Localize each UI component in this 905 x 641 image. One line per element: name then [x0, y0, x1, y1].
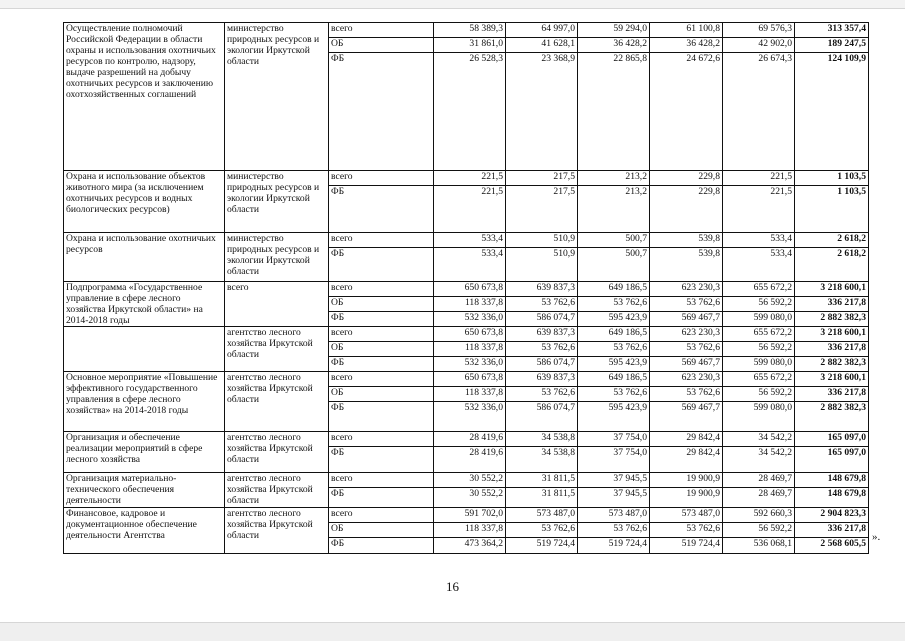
year-amount-cell: 61 100,8: [650, 23, 723, 38]
year-amount-cell: 53 762,6: [578, 523, 650, 538]
year-amount-cell: 37 945,5: [578, 488, 650, 508]
year-amount-cell: 34 538,8: [506, 447, 578, 473]
total-amount-cell: 165 097,0: [795, 432, 869, 447]
year-amount-cell: 53 762,6: [650, 387, 723, 402]
funding-source-cell: ФБ: [329, 53, 434, 171]
year-amount-cell: 41 628,1: [506, 38, 578, 53]
year-amount-cell: 510,9: [506, 248, 578, 282]
year-amount-cell: 53 762,6: [506, 387, 578, 402]
year-amount-cell: 42 902,0: [723, 38, 795, 53]
funding-source-cell: ФБ: [329, 538, 434, 554]
year-amount-cell: 592 660,3: [723, 508, 795, 523]
year-amount-cell: 221,5: [434, 171, 506, 186]
table-body: [64, 23, 869, 554]
year-amount-cell: 595 423,9: [578, 402, 650, 432]
total-amount-cell: 2 882 382,3: [795, 312, 869, 327]
year-amount-cell: 22 865,8: [578, 53, 650, 171]
year-amount-cell: 649 186,5: [578, 282, 650, 297]
funding-source-cell: всего: [329, 508, 434, 523]
year-amount-cell: 655 672,2: [723, 282, 795, 297]
year-amount-cell: 53 762,6: [506, 297, 578, 312]
funding-source-cell: всего: [329, 327, 434, 342]
page-top-edge: [0, 0, 905, 9]
year-amount-cell: 473 364,2: [434, 538, 506, 554]
activity-name-cell: Организация материально-технического обеспечения деятельности: [64, 473, 225, 508]
year-amount-cell: 586 074,7: [506, 402, 578, 432]
year-amount-cell: 56 592,2: [723, 342, 795, 357]
year-amount-cell: 533,4: [723, 233, 795, 248]
year-amount-cell: 591 702,0: [434, 508, 506, 523]
year-amount-cell: 53 762,6: [578, 387, 650, 402]
year-amount-cell: 26 674,3: [723, 53, 795, 171]
total-amount-cell: 1 103,5: [795, 171, 869, 186]
year-amount-cell: 58 389,3: [434, 23, 506, 38]
total-amount-cell: 336 217,8: [795, 297, 869, 312]
year-amount-cell: 36 428,2: [650, 38, 723, 53]
total-amount-cell: 189 247,5: [795, 38, 869, 53]
total-amount-cell: 336 217,8: [795, 342, 869, 357]
executor-cell: агентство лесного хозяйства Иркутской области: [225, 508, 329, 554]
year-amount-cell: 573 487,0: [650, 508, 723, 523]
funding-source-cell: ФБ: [329, 312, 434, 327]
funding-source-cell: ФБ: [329, 488, 434, 508]
year-amount-cell: 31 811,5: [506, 473, 578, 488]
year-amount-cell: 29 842,4: [650, 447, 723, 473]
year-amount-cell: 573 487,0: [506, 508, 578, 523]
total-amount-cell: 2 882 382,3: [795, 357, 869, 372]
executor-cell: министерство природных ресурсов и экологии Иркутской области: [225, 171, 329, 233]
year-amount-cell: 569 467,7: [650, 357, 723, 372]
activity-name-cell: Охрана и использование объектов животного мира (за исключением охотничьих ресурсов и водных биологических ресурсов): [64, 171, 225, 233]
year-amount-cell: 118 337,8: [434, 342, 506, 357]
table-row: [64, 23, 869, 38]
year-amount-cell: 31 811,5: [506, 488, 578, 508]
page-bottom-edge: [0, 622, 905, 641]
total-amount-cell: 3 218 600,1: [795, 327, 869, 342]
total-amount-cell: 336 217,8: [795, 523, 869, 538]
funding-source-cell: ФБ: [329, 402, 434, 432]
year-amount-cell: 118 337,8: [434, 297, 506, 312]
activity-name-cell: Подпрограмма «Государственное управление в сфере лесного хозяйства Иркутской области» на 2014-2018 годы: [64, 282, 225, 327]
executor-cell: министерство природных ресурсов и экологии Иркутской области: [225, 23, 329, 171]
year-amount-cell: 34 542,2: [723, 432, 795, 447]
year-amount-cell: 569 467,7: [650, 402, 723, 432]
funding-source-cell: ФБ: [329, 248, 434, 282]
total-amount-cell: 2 904 823,3: [795, 508, 869, 523]
year-amount-cell: 34 538,8: [506, 432, 578, 447]
year-amount-cell: 649 186,5: [578, 327, 650, 342]
year-amount-cell: 24 672,6: [650, 53, 723, 171]
funding-source-cell: ОБ: [329, 387, 434, 402]
year-amount-cell: 19 900,9: [650, 488, 723, 508]
year-amount-cell: 533,4: [434, 233, 506, 248]
year-amount-cell: 56 592,2: [723, 523, 795, 538]
year-amount-cell: 623 230,3: [650, 282, 723, 297]
total-amount-cell: 124 109,9: [795, 53, 869, 171]
year-amount-cell: 532 336,0: [434, 402, 506, 432]
year-amount-cell: 53 762,6: [650, 523, 723, 538]
funding-source-cell: всего: [329, 23, 434, 38]
year-amount-cell: 595 423,9: [578, 312, 650, 327]
year-amount-cell: 650 673,8: [434, 372, 506, 387]
year-amount-cell: 639 837,3: [506, 372, 578, 387]
year-amount-cell: 30 552,2: [434, 488, 506, 508]
year-amount-cell: 650 673,8: [434, 282, 506, 297]
year-amount-cell: 599 080,0: [723, 357, 795, 372]
year-amount-cell: 586 074,7: [506, 312, 578, 327]
year-amount-cell: 37 754,0: [578, 447, 650, 473]
funding-source-cell: ФБ: [329, 186, 434, 233]
year-amount-cell: 510,9: [506, 233, 578, 248]
year-amount-cell: 30 552,2: [434, 473, 506, 488]
year-amount-cell: 53 762,6: [506, 342, 578, 357]
year-amount-cell: 573 487,0: [578, 508, 650, 523]
table-row: [64, 508, 869, 523]
year-amount-cell: 118 337,8: [434, 387, 506, 402]
total-amount-cell: 313 357,4: [795, 23, 869, 38]
total-amount-cell: 165 097,0: [795, 447, 869, 473]
year-amount-cell: 650 673,8: [434, 327, 506, 342]
funding-source-cell: всего: [329, 282, 434, 297]
activity-name-cell: Основное мероприятие «Повышение эффективного государственного управления в сфере лесного хозяйства» на 2014-2018 годы: [64, 372, 225, 432]
activity-name-cell: Осуществление полномочий Российской Федерации в области охраны и использования охотничьих ресурсов по контролю, надзору, выдаче разрешений на добычу охотничьих ресурсов и заключению охотхозяйственных соглашений: [64, 23, 225, 171]
year-amount-cell: 213,2: [578, 186, 650, 233]
funding-source-cell: ОБ: [329, 342, 434, 357]
funding-source-cell: всего: [329, 171, 434, 186]
year-amount-cell: 532 336,0: [434, 357, 506, 372]
year-amount-cell: 599 080,0: [723, 312, 795, 327]
year-amount-cell: 599 080,0: [723, 402, 795, 432]
year-amount-cell: 28 469,7: [723, 488, 795, 508]
year-amount-cell: 31 861,0: [434, 38, 506, 53]
total-amount-cell: 1 103,5: [795, 186, 869, 233]
activity-name-cell: Организация и обеспечение реализации мероприятий в сфере лесного хозяйства: [64, 432, 225, 473]
funding-source-cell: ФБ: [329, 357, 434, 372]
year-amount-cell: 221,5: [434, 186, 506, 233]
year-amount-cell: 500,7: [578, 248, 650, 282]
total-amount-cell: 3 218 600,1: [795, 372, 869, 387]
table-row: [64, 233, 869, 248]
year-amount-cell: 655 672,2: [723, 327, 795, 342]
year-amount-cell: 28 419,6: [434, 447, 506, 473]
year-amount-cell: 586 074,7: [506, 357, 578, 372]
funding-source-cell: ОБ: [329, 38, 434, 53]
year-amount-cell: 519 724,4: [506, 538, 578, 554]
total-amount-cell: 2 882 382,3: [795, 402, 869, 432]
funding-source-cell: ОБ: [329, 523, 434, 538]
year-amount-cell: 500,7: [578, 233, 650, 248]
year-amount-cell: 569 467,7: [650, 312, 723, 327]
total-amount-cell: 2 618,2: [795, 233, 869, 248]
table-row: [64, 327, 869, 342]
total-amount-cell: 2 568 605,5: [795, 538, 869, 554]
total-amount-cell: 148 679,8: [795, 473, 869, 488]
total-amount-cell: 2 618,2: [795, 248, 869, 282]
year-amount-cell: 519 724,4: [650, 538, 723, 554]
funding-source-cell: ФБ: [329, 447, 434, 473]
executor-cell: министерство природных ресурсов и экологии Иркутской области: [225, 233, 329, 282]
year-amount-cell: 69 576,3: [723, 23, 795, 38]
year-amount-cell: 533,4: [434, 248, 506, 282]
executor-cell: агентство лесного хозяйства Иркутской области: [225, 372, 329, 432]
year-amount-cell: 221,5: [723, 171, 795, 186]
year-amount-cell: 539,8: [650, 233, 723, 248]
year-amount-cell: 53 762,6: [506, 523, 578, 538]
year-amount-cell: 118 337,8: [434, 523, 506, 538]
year-amount-cell: 28 419,6: [434, 432, 506, 447]
year-amount-cell: 53 762,6: [650, 297, 723, 312]
year-amount-cell: 221,5: [723, 186, 795, 233]
year-amount-cell: 53 762,6: [578, 342, 650, 357]
year-amount-cell: 53 762,6: [578, 297, 650, 312]
year-amount-cell: 533,4: [723, 248, 795, 282]
year-amount-cell: 519 724,4: [578, 538, 650, 554]
executor-cell: агентство лесного хозяйства Иркутской области: [225, 432, 329, 473]
funding-source-cell: всего: [329, 233, 434, 248]
table-row: [64, 282, 869, 297]
funding-source-cell: всего: [329, 473, 434, 488]
total-amount-cell: 3 218 600,1: [795, 282, 869, 297]
funding-source-cell: всего: [329, 432, 434, 447]
year-amount-cell: 28 469,7: [723, 473, 795, 488]
year-amount-cell: 29 842,4: [650, 432, 723, 447]
funding-source-cell: ОБ: [329, 297, 434, 312]
year-amount-cell: 532 336,0: [434, 312, 506, 327]
year-amount-cell: 655 672,2: [723, 372, 795, 387]
activity-name-cell: Охрана и использование охотничьих ресурсов: [64, 233, 225, 282]
year-amount-cell: 53 762,6: [650, 342, 723, 357]
total-amount-cell: 148 679,8: [795, 488, 869, 508]
year-amount-cell: 217,5: [506, 186, 578, 233]
year-amount-cell: 229,8: [650, 171, 723, 186]
year-amount-cell: 649 186,5: [578, 372, 650, 387]
year-amount-cell: 19 900,9: [650, 473, 723, 488]
year-amount-cell: 56 592,2: [723, 297, 795, 312]
year-amount-cell: 229,8: [650, 186, 723, 233]
table-row: [64, 432, 869, 447]
year-amount-cell: 623 230,3: [650, 372, 723, 387]
executor-cell: агентство лесного хозяйства Иркутской области: [225, 327, 329, 372]
year-amount-cell: 536 068,1: [723, 538, 795, 554]
executor-cell: агентство лесного хозяйства Иркутской области: [225, 473, 329, 508]
table-row: [64, 171, 869, 186]
year-amount-cell: 34 542,2: [723, 447, 795, 473]
budget-table: [63, 22, 869, 554]
year-amount-cell: 59 294,0: [578, 23, 650, 38]
year-amount-cell: 217,5: [506, 171, 578, 186]
year-amount-cell: 23 368,9: [506, 53, 578, 171]
year-amount-cell: 595 423,9: [578, 357, 650, 372]
table-row: [64, 473, 869, 488]
year-amount-cell: 623 230,3: [650, 327, 723, 342]
activity-name-cell: Финансовое, кадровое и документационное обеспечение деятельности Агентства: [64, 508, 225, 554]
year-amount-cell: 213,2: [578, 171, 650, 186]
activity-name-cell: [64, 327, 225, 372]
page-number: 16: [446, 579, 459, 594]
year-amount-cell: 37 945,5: [578, 473, 650, 488]
total-amount-cell: 336 217,8: [795, 387, 869, 402]
year-amount-cell: 64 997,0: [506, 23, 578, 38]
year-amount-cell: 36 428,2: [578, 38, 650, 53]
year-amount-cell: 639 837,3: [506, 282, 578, 297]
year-amount-cell: 26 528,3: [434, 53, 506, 171]
executor-cell: всего: [225, 282, 329, 327]
year-amount-cell: 37 754,0: [578, 432, 650, 447]
closing-quote-mark: ».: [872, 531, 881, 543]
year-amount-cell: 639 837,3: [506, 327, 578, 342]
year-amount-cell: 56 592,2: [723, 387, 795, 402]
year-amount-cell: 539,8: [650, 248, 723, 282]
funding-source-cell: всего: [329, 372, 434, 387]
table-row: [64, 372, 869, 387]
